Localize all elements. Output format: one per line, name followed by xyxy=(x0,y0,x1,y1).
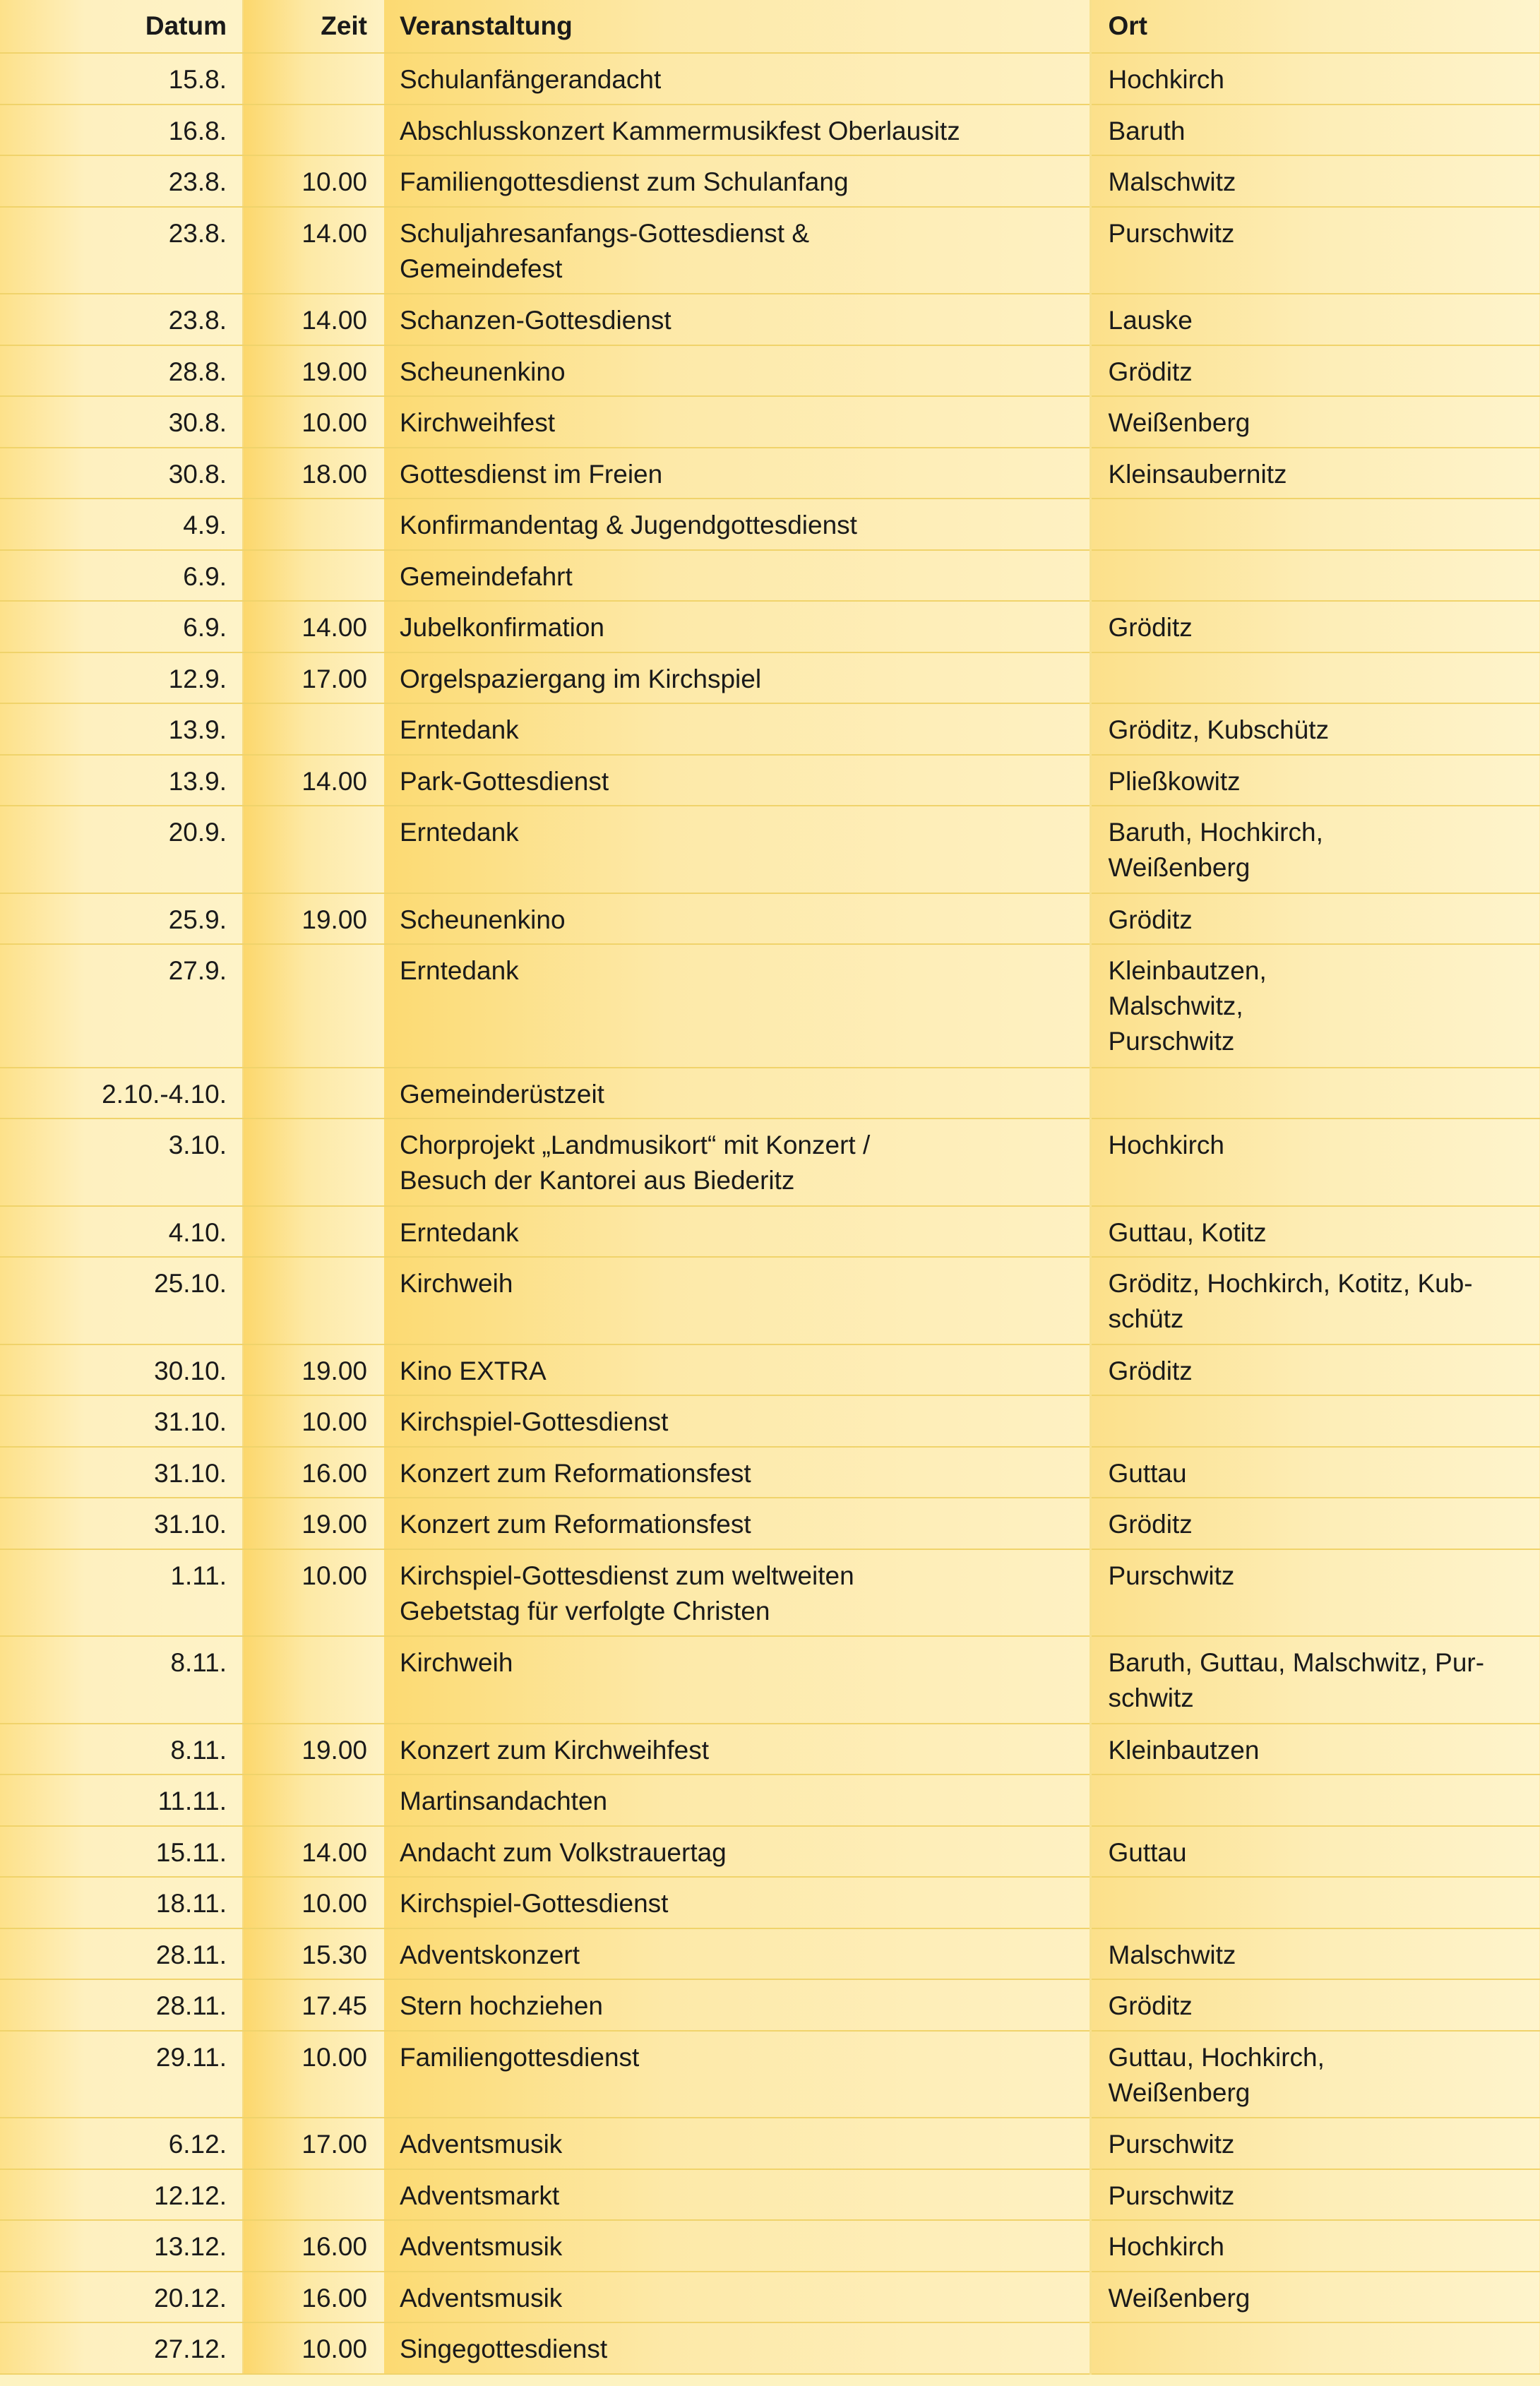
cell-time xyxy=(243,944,384,1068)
cell-time: 10.00 xyxy=(243,1549,384,1637)
cell-event xyxy=(384,499,1090,550)
cell-event xyxy=(384,1774,1090,1826)
cell-date: 12.12. xyxy=(0,2169,243,2221)
place-line: Gröditz xyxy=(1108,1510,1193,1539)
cell-place xyxy=(1090,2322,1540,2374)
cell-event xyxy=(384,703,1090,755)
table-row xyxy=(0,1979,1540,2031)
cell-event xyxy=(384,2322,1090,2374)
cell-event xyxy=(384,1928,1090,1980)
place-line: Gröditz xyxy=(1108,613,1193,642)
cell-place xyxy=(1090,2169,1540,2221)
cell-time xyxy=(243,806,384,893)
cell-date: 28.11. xyxy=(0,1979,243,2031)
place-line: Weißenberg xyxy=(1108,853,1250,882)
cell-place xyxy=(1090,294,1540,345)
cell-date: 12.9. xyxy=(0,652,243,704)
cell-time xyxy=(243,1206,384,1258)
table-row xyxy=(0,1068,1540,1119)
cell-event xyxy=(384,207,1090,294)
place-line: Guttau xyxy=(1108,1458,1187,1488)
cell-place xyxy=(1090,1826,1540,1878)
cell-event xyxy=(384,1724,1090,1775)
event-line: Kirchspiel-Gottesdienst xyxy=(400,1889,669,1918)
cell-place xyxy=(1090,1257,1540,1344)
table-row xyxy=(0,1928,1540,1980)
cell-date: 6.12. xyxy=(0,2118,243,2169)
cell-place xyxy=(1090,1636,1540,1724)
table-row xyxy=(0,345,1540,397)
table-row xyxy=(0,1724,1540,1775)
cell-date: 4.10. xyxy=(0,1206,243,1258)
cell-date: 25.10. xyxy=(0,1257,243,1344)
cell-event xyxy=(384,1498,1090,1549)
cell-time xyxy=(243,1257,384,1344)
cell-time: 10.00 xyxy=(243,1395,384,1447)
place-line: Guttau xyxy=(1108,1837,1187,1867)
event-line: Gottesdienst im Freien xyxy=(400,459,663,489)
table-row xyxy=(0,499,1540,550)
event-line: Kirchweih xyxy=(400,1269,513,1298)
place-line: Hochkirch xyxy=(1108,65,1224,94)
cell-time xyxy=(243,1774,384,1826)
cell-event xyxy=(384,1206,1090,1258)
cell-time: 19.00 xyxy=(243,1344,384,1396)
table-row xyxy=(0,1774,1540,1826)
cell-date: 8.11. xyxy=(0,1636,243,1724)
cell-event xyxy=(384,550,1090,602)
table-row xyxy=(0,2322,1540,2374)
cell-event xyxy=(384,2169,1090,2221)
table-row xyxy=(0,1206,1540,1258)
cell-date: 31.10. xyxy=(0,1395,243,1447)
event-line: Konzert zum Reformationsfest xyxy=(400,1458,751,1488)
cell-time: 14.00 xyxy=(243,294,384,345)
place-line: Kleinbautzen xyxy=(1108,1735,1260,1765)
table-row xyxy=(0,893,1540,945)
cell-event xyxy=(384,601,1090,652)
cell-date: 15.11. xyxy=(0,1826,243,1878)
cell-place xyxy=(1090,806,1540,893)
cell-place xyxy=(1090,1068,1540,1119)
place-line: Purschwitz xyxy=(1108,2181,1235,2210)
cell-date: 27.12. xyxy=(0,2322,243,2374)
cell-time: 16.00 xyxy=(243,2220,384,2272)
cell-time xyxy=(243,1636,384,1724)
cell-time: 17.00 xyxy=(243,652,384,704)
cell-place xyxy=(1090,1119,1540,1206)
place-line: Pließkowitz xyxy=(1108,766,1241,796)
cell-place xyxy=(1090,550,1540,602)
header-event: Veranstaltung xyxy=(384,0,1090,53)
table-row xyxy=(0,448,1540,499)
cell-place xyxy=(1090,1395,1540,1447)
cell-date: 4.9. xyxy=(0,499,243,550)
cell-place xyxy=(1090,53,1540,105)
place-line: Malschwitz xyxy=(1108,167,1236,196)
cell-place xyxy=(1090,2118,1540,2169)
cell-event xyxy=(384,1119,1090,1206)
event-line: Erntedank xyxy=(400,956,519,985)
table-row xyxy=(0,1549,1540,1637)
table-row xyxy=(0,2220,1540,2272)
table-row xyxy=(0,1826,1540,1878)
table-row xyxy=(0,2169,1540,2221)
cell-event xyxy=(384,105,1090,156)
cell-event xyxy=(384,1979,1090,2031)
cell-time xyxy=(243,1068,384,1119)
cell-event xyxy=(384,893,1090,945)
table-row xyxy=(0,1877,1540,1928)
place-line: schwitz xyxy=(1108,1683,1194,1712)
cell-time: 19.00 xyxy=(243,345,384,397)
cell-time xyxy=(243,703,384,755)
cell-event xyxy=(384,155,1090,207)
cell-time xyxy=(243,105,384,156)
table-header xyxy=(0,0,1540,53)
event-line: Besuch der Kantorei aus Biederitz xyxy=(400,1166,795,1195)
cell-event xyxy=(384,294,1090,345)
table-row xyxy=(0,1447,1540,1498)
cell-time: 19.00 xyxy=(243,1498,384,1549)
header-row xyxy=(0,0,1540,53)
event-line: Konzert zum Reformationsfest xyxy=(400,1510,751,1539)
cell-place xyxy=(1090,1979,1540,2031)
cell-place xyxy=(1090,345,1540,397)
cell-date: 30.8. xyxy=(0,396,243,448)
cell-event xyxy=(384,1068,1090,1119)
cell-event xyxy=(384,944,1090,1068)
cell-time xyxy=(243,499,384,550)
table-row xyxy=(0,550,1540,602)
cell-place xyxy=(1090,2031,1540,2118)
event-line: Jubelkonfirmation xyxy=(400,613,604,642)
cell-time: 17.45 xyxy=(243,1979,384,2031)
cell-place xyxy=(1090,1206,1540,1258)
cell-place xyxy=(1090,755,1540,806)
cell-date: 15.8. xyxy=(0,53,243,105)
place-line: Purschwitz xyxy=(1108,1561,1235,1590)
cell-place xyxy=(1090,1774,1540,1826)
place-line: Gröditz xyxy=(1108,357,1193,386)
table-row xyxy=(0,806,1540,893)
cell-date: 20.12. xyxy=(0,2272,243,2323)
cell-place xyxy=(1090,601,1540,652)
place-line: Gröditz xyxy=(1108,1991,1193,2020)
cell-date: 1.11. xyxy=(0,1549,243,1637)
cell-date: 11.11. xyxy=(0,1774,243,1826)
cell-date: 2.10.-4.10. xyxy=(0,1068,243,1119)
cell-time: 17.00 xyxy=(243,2118,384,2169)
cell-place xyxy=(1090,1877,1540,1928)
cell-event xyxy=(384,652,1090,704)
cell-date: 20.9. xyxy=(0,806,243,893)
cell-event xyxy=(384,1395,1090,1447)
cell-event xyxy=(384,1877,1090,1928)
event-line: Singegottesdienst xyxy=(400,2334,608,2363)
event-line: Martinsandachten xyxy=(400,1786,608,1815)
event-line: Schulanfängerandacht xyxy=(400,65,662,94)
place-line: Purschwitz xyxy=(1108,218,1235,248)
cell-time: 15.30 xyxy=(243,1928,384,1980)
event-line: Orgelspaziergang im Kirchspiel xyxy=(400,664,762,693)
header-date: Datum xyxy=(0,0,243,53)
event-line: Kirchspiel-Gottesdienst zum weltweiten xyxy=(400,1561,854,1590)
place-line: Lauske xyxy=(1108,306,1193,335)
place-line: Malschwitz, xyxy=(1108,991,1243,1020)
cell-place xyxy=(1090,499,1540,550)
event-line: Schuljahresanfangs-Gottesdienst & xyxy=(400,218,810,248)
cell-date: 30.10. xyxy=(0,1344,243,1396)
cell-date: 18.11. xyxy=(0,1877,243,1928)
cell-date: 13.9. xyxy=(0,755,243,806)
event-line: Erntedank xyxy=(400,818,519,847)
place-line: Gröditz xyxy=(1108,1356,1193,1385)
cell-time: 10.00 xyxy=(243,2031,384,2118)
cell-place xyxy=(1090,207,1540,294)
place-line: Baruth, Hochkirch, xyxy=(1108,818,1323,847)
event-line: Park-Gottesdienst xyxy=(400,766,609,796)
place-line: Weißenberg xyxy=(1108,408,1250,437)
cell-event xyxy=(384,1549,1090,1637)
cell-event xyxy=(384,448,1090,499)
cell-place xyxy=(1090,1549,1540,1637)
cell-place xyxy=(1090,448,1540,499)
place-line: Gröditz, Hochkirch, Kotitz, Kub- xyxy=(1108,1269,1473,1298)
cell-time: 10.00 xyxy=(243,155,384,207)
place-line: Hochkirch xyxy=(1108,2232,1224,2261)
cell-event xyxy=(384,1636,1090,1724)
cell-time xyxy=(243,53,384,105)
event-line: Kirchweihfest xyxy=(400,408,556,437)
cell-event xyxy=(384,345,1090,397)
cell-time xyxy=(243,550,384,602)
event-line: Gemeindefahrt xyxy=(400,561,573,591)
cell-date: 23.8. xyxy=(0,294,243,345)
cell-place xyxy=(1090,944,1540,1068)
cell-time: 14.00 xyxy=(243,1826,384,1878)
event-line: Erntedank xyxy=(400,715,519,744)
place-line: schütz xyxy=(1108,1304,1184,1333)
cell-date: 31.10. xyxy=(0,1498,243,1549)
place-line: Kleinsaubernitz xyxy=(1108,459,1287,489)
cell-place xyxy=(1090,2220,1540,2272)
header-time: Zeit xyxy=(243,0,384,53)
place-line: Malschwitz xyxy=(1108,1940,1236,1969)
table-body xyxy=(0,53,1540,2374)
cell-date: 3.10. xyxy=(0,1119,243,1206)
event-line: Adventsmusik xyxy=(400,2130,563,2159)
place-line: Hochkirch xyxy=(1108,1131,1224,1159)
cell-place xyxy=(1090,652,1540,704)
cell-place xyxy=(1090,893,1540,945)
cell-time: 19.00 xyxy=(243,893,384,945)
table-row xyxy=(0,2031,1540,2118)
cell-date: 6.9. xyxy=(0,601,243,652)
cell-date: 8.11. xyxy=(0,1724,243,1775)
event-line: Adventskonzert xyxy=(400,1940,580,1969)
event-line: Kino EXTRA xyxy=(400,1356,547,1385)
table-row xyxy=(0,2118,1540,2169)
cell-date: 30.8. xyxy=(0,448,243,499)
event-line: Adventsmarkt xyxy=(400,2181,560,2210)
table-row xyxy=(0,601,1540,652)
event-line: Gemeindefest xyxy=(400,253,563,283)
cell-event xyxy=(384,806,1090,893)
table-row xyxy=(0,755,1540,806)
place-line: Gröditz, Kubschütz xyxy=(1108,715,1330,744)
event-line: Adventsmusik xyxy=(400,2283,563,2313)
event-line: Scheunenkino xyxy=(400,905,566,934)
table-row xyxy=(0,1498,1540,1549)
event-line: Andacht zum Volkstrauertag xyxy=(400,1837,727,1867)
cell-date: 27.9. xyxy=(0,944,243,1068)
cell-time: 19.00 xyxy=(243,1724,384,1775)
table-row xyxy=(0,53,1540,105)
cell-place xyxy=(1090,1447,1540,1498)
event-line: Adventsmusik xyxy=(400,2232,563,2261)
table-row xyxy=(0,703,1540,755)
place-line: Guttau, Hochkirch, xyxy=(1108,2042,1325,2072)
cell-place xyxy=(1090,105,1540,156)
place-line: Weißenberg xyxy=(1108,2077,1250,2107)
table-row xyxy=(0,2272,1540,2323)
place-line: Gröditz xyxy=(1108,905,1193,934)
cell-date: 23.8. xyxy=(0,155,243,207)
table-row xyxy=(0,155,1540,207)
cell-event xyxy=(384,755,1090,806)
place-line: Baruth xyxy=(1108,116,1186,145)
cell-event xyxy=(384,53,1090,105)
cell-date: 13.9. xyxy=(0,703,243,755)
table-row xyxy=(0,944,1540,1068)
cell-event xyxy=(384,2272,1090,2323)
cell-event xyxy=(384,2031,1090,2118)
cell-time: 16.00 xyxy=(243,1447,384,1498)
table-row xyxy=(0,1395,1540,1447)
event-line: Konzert zum Kirchweihfest xyxy=(400,1735,710,1765)
table-row xyxy=(0,105,1540,156)
event-line: Kirchspiel-Gottesdienst xyxy=(400,1407,669,1436)
cell-event xyxy=(384,396,1090,448)
place-line: Purschwitz xyxy=(1108,1027,1235,1056)
cell-date: 23.8. xyxy=(0,207,243,294)
cell-date: 16.8. xyxy=(0,105,243,156)
event-line: Familiengottesdienst xyxy=(400,2042,640,2072)
place-line: Baruth, Guttau, Malschwitz, Pur- xyxy=(1108,1648,1485,1677)
cell-place xyxy=(1090,1928,1540,1980)
cell-place xyxy=(1090,1344,1540,1396)
cell-event xyxy=(384,2220,1090,2272)
cell-time: 10.00 xyxy=(243,396,384,448)
cell-place xyxy=(1090,396,1540,448)
event-line: Schanzen-Gottesdienst xyxy=(400,306,671,335)
cell-date: 31.10. xyxy=(0,1447,243,1498)
cell-place xyxy=(1090,2272,1540,2323)
cell-date: 13.12. xyxy=(0,2220,243,2272)
cell-date: 6.9. xyxy=(0,550,243,602)
event-line: Abschlusskonzert Kammermusikfest Oberlausitz xyxy=(400,116,960,145)
cell-place xyxy=(1090,155,1540,207)
event-line: Familiengottesdienst zum Schulanfang xyxy=(400,167,849,196)
cell-time: 18.00 xyxy=(243,448,384,499)
event-line: Konfirmandentag & Jugendgottesdienst xyxy=(400,511,857,539)
cell-event xyxy=(384,1344,1090,1396)
table-row xyxy=(0,652,1540,704)
cell-date: 25.9. xyxy=(0,893,243,945)
cell-place xyxy=(1090,1498,1540,1549)
cell-time xyxy=(243,2169,384,2221)
table-row xyxy=(0,207,1540,294)
place-line: Guttau, Kotitz xyxy=(1108,1217,1267,1247)
event-line: Gemeinderüstzeit xyxy=(400,1079,604,1109)
cell-event xyxy=(384,1257,1090,1344)
table-row xyxy=(0,1119,1540,1206)
table-row xyxy=(0,1636,1540,1724)
place-line: Weißenberg xyxy=(1108,2283,1250,2313)
cell-time: 14.00 xyxy=(243,601,384,652)
cell-event xyxy=(384,1826,1090,1878)
cell-time: 14.00 xyxy=(243,207,384,294)
table-row xyxy=(0,1257,1540,1344)
cell-time: 14.00 xyxy=(243,755,384,806)
table-row xyxy=(0,294,1540,345)
place-line: Purschwitz xyxy=(1108,2130,1235,2159)
cell-place xyxy=(1090,1724,1540,1775)
event-line: Kirchweih xyxy=(400,1648,513,1677)
header-place: Ort xyxy=(1090,0,1540,53)
event-line: Erntedank xyxy=(400,1217,519,1247)
event-line: Gebetstag für verfolgte Christen xyxy=(400,1596,770,1626)
event-line: Stern hochziehen xyxy=(400,1991,603,2020)
cell-event xyxy=(384,2118,1090,2169)
table-row xyxy=(0,396,1540,448)
cell-time: 10.00 xyxy=(243,2322,384,2374)
cell-time: 16.00 xyxy=(243,2272,384,2323)
place-line: Kleinbautzen, xyxy=(1108,956,1267,985)
cell-time: 10.00 xyxy=(243,1877,384,1928)
event-line: Scheunenkino xyxy=(400,357,566,386)
cell-date: 28.8. xyxy=(0,345,243,397)
event-line: Chorprojekt „Landmusikort“ mit Konzert / xyxy=(400,1131,871,1159)
cell-place xyxy=(1090,703,1540,755)
cell-date: 28.11. xyxy=(0,1928,243,1980)
table-row xyxy=(0,1344,1540,1396)
cell-time xyxy=(243,1119,384,1206)
cell-date: 29.11. xyxy=(0,2031,243,2118)
cell-event xyxy=(384,1447,1090,1498)
